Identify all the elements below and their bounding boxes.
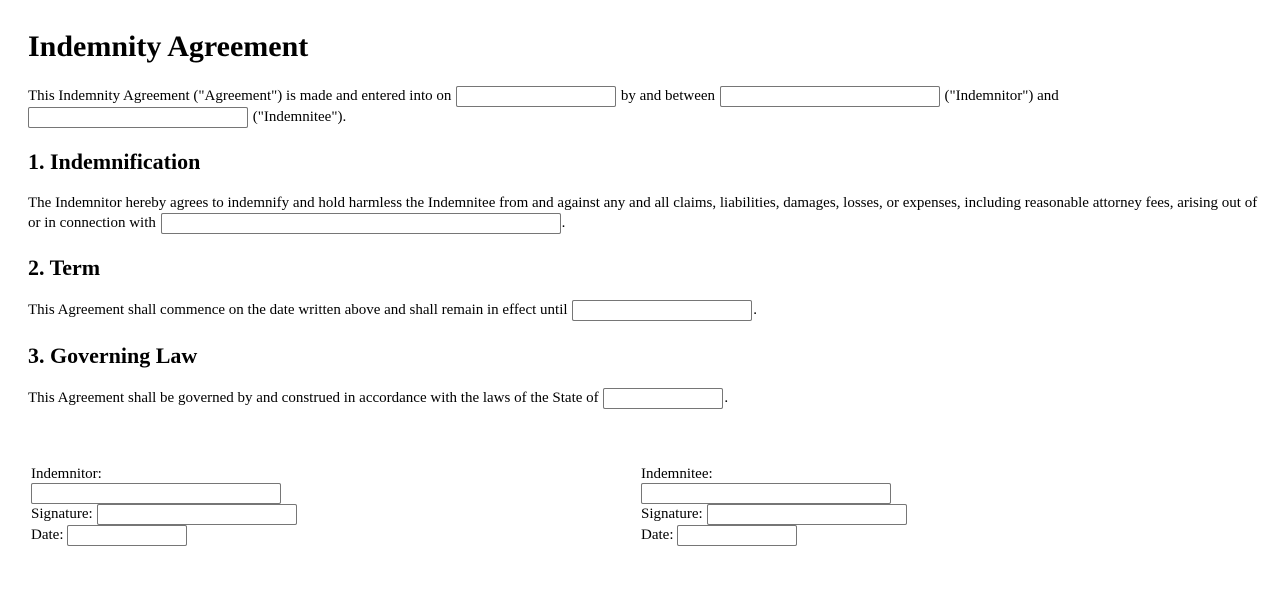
indemnitee-label: Indemnitee: <box>641 466 713 482</box>
section-heading-indemnification: 1. Indemnification <box>28 149 201 174</box>
term-end-input[interactable] <box>572 300 752 321</box>
indemnitee-date-label: Date: <box>641 527 674 543</box>
indemnification-text: The Indemnitor hereby agrees to indemnify and hold harmless the Indemnitee from and against any and all claims, liabilities, damages, losses, or expenses, including reasonable attorney fees, arising out of or in connection with <box>28 195 1258 231</box>
section-heading-term: 2. Term <box>28 255 101 280</box>
term-paragraph <box>28 300 1264 321</box>
indemnitee-signature-label: Signature: <box>641 506 703 522</box>
governing-state-input[interactable] <box>603 388 723 409</box>
indemnification-paragraph <box>28 194 1264 234</box>
indemnitor-date-input[interactable] <box>67 525 187 546</box>
indemnitor-signature-input[interactable] <box>97 504 297 525</box>
indemnitor-name-input[interactable] <box>720 86 940 107</box>
governing-law-paragraph <box>28 388 1264 409</box>
indemnitee-name-input[interactable] <box>28 107 248 128</box>
intro-text-1: This Indemnity Agreement ("Agreement") is made and entered into on <box>28 88 452 104</box>
indemnitor-signature-block <box>31 464 331 546</box>
intro-text-4: ("Indemnitee"). <box>252 109 347 126</box>
intro-text-2: by and between <box>620 88 716 104</box>
page-title: Indemnity Agreement <box>28 30 309 63</box>
indemnitee-signature-input[interactable] <box>707 504 907 525</box>
indemnitor-signature-label: Signature: <box>31 506 93 522</box>
indemnitor-printed-name-input[interactable] <box>31 483 281 504</box>
indemnitee-signature-block <box>641 464 941 546</box>
intro-paragraph <box>28 86 1264 128</box>
indemnitee-date-input[interactable] <box>677 525 797 546</box>
section-heading-governing-law: 3. Governing Law <box>28 343 198 368</box>
agreement-date-input[interactable] <box>456 86 616 107</box>
term-text: This Agreement shall commence on the date written above and shall remain in effect until <box>28 302 568 318</box>
indemnitee-printed-name-input[interactable] <box>641 483 891 504</box>
indemnitor-date-label: Date: <box>31 527 64 543</box>
indemnitor-label: Indemnitor: <box>31 466 102 482</box>
governing-law-period: . <box>724 390 729 406</box>
indemnification-period: . <box>561 214 566 231</box>
governing-law-text: This Agreement shall be governed by and construed in accordance with the laws of the State of <box>28 390 599 406</box>
intro-text-3: ("Indemnitor") and <box>944 88 1059 104</box>
indemnification-scope-input[interactable] <box>161 213 561 234</box>
term-period: . <box>753 302 758 318</box>
